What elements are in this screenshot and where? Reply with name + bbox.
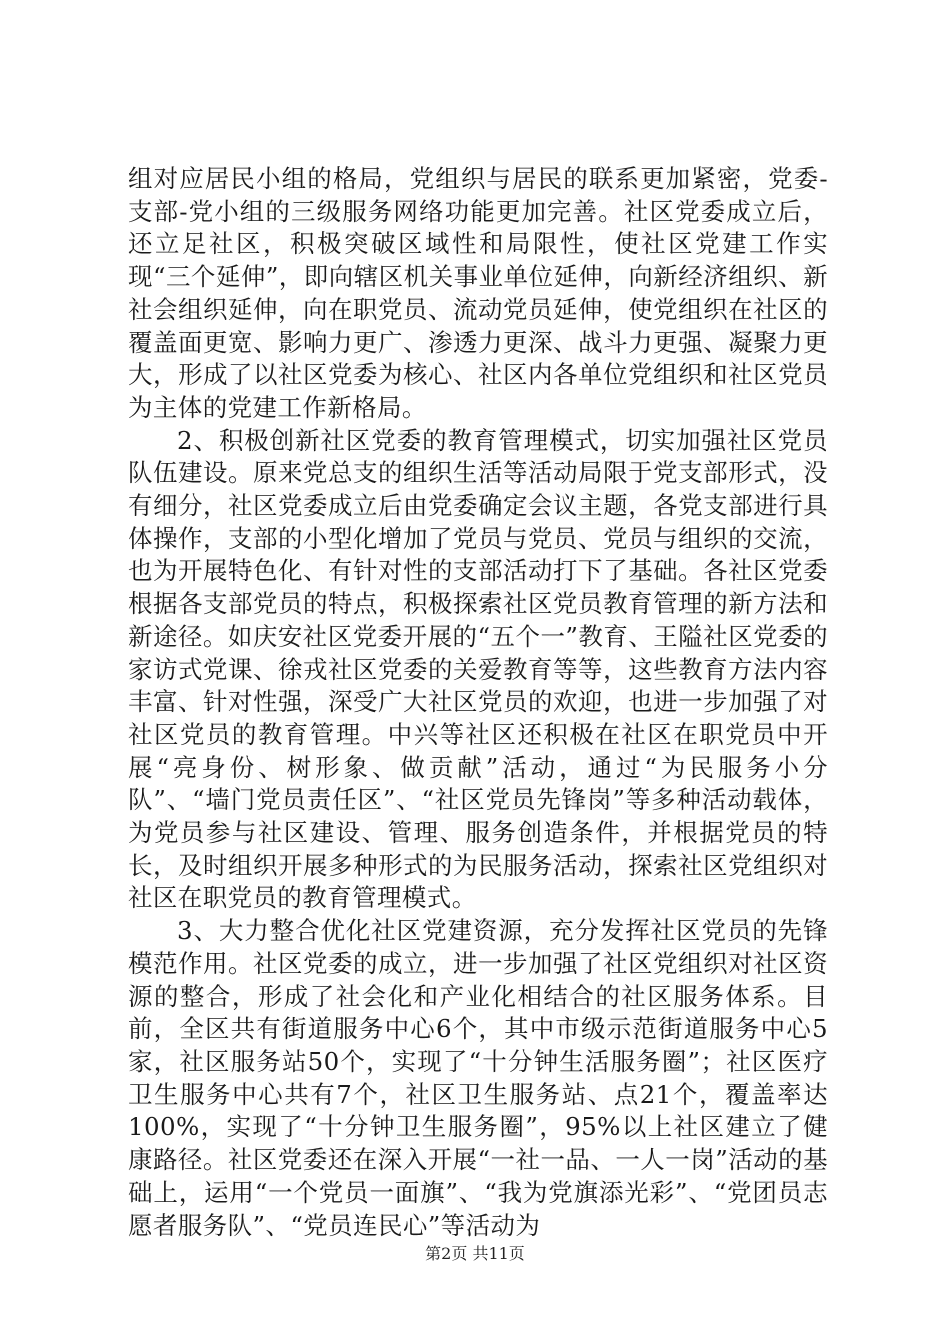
document-body (128, 163, 828, 1242)
paragraph-continuation: 组对应居民小组的格局，党组织与居民的联系更加紧密，党委-支部-党小组的三级服务网络功能更加完善。社区党委成立后，还立足社区，积极突破区域性和局限性，使社区党建工作实现“三个延伸”，即向辖区机关事业单位延伸，向新经济组织、新社会组织延伸，向在职党员、流动党员延伸，使党组织在社区的覆盖面更宽、影响力更广、渗透力更深、战斗力更强、凝聚力更大，形成了以社区党委为核心、社区内各单位党组织和社区党员为主体的党建工作新格局。 (128, 164, 828, 422)
page-number-footer: 第2页 共11页 (425, 1244, 525, 1263)
paragraph-item-2: 2、积极创新社区党委的教育管理模式，切实加强社区党员队伍建设。原来党总支的组织生活等活动局限于党支部形式，没有细分，社区党委成立后由党委确定会议主题，各党支部进行具体操作，支部的小型化增加了党员与党员、党员与组织的交流，也为开展特色化、有针对性的支部活动打下了基础。各社区党委根据各支部党员的特点，积极探索社区党员教育管理的新方法和新途径。如庆安社区党委开展的“五个一”教育、王隘社区党委的家访式党课、徐戎社区党委的关爱教育等等，这些教育方法内容丰富、针对性强，深受广大社区党员的欢迎，也进一步加强了对社区党员的教育管理。中兴等社区还积极在社区在职党员中开展“亮身份、树形象、做贡献”活动，通过“为民服务小分队”、“墙门党员责任区”、“社区党员先锋岗”等多种活动载体，为党员参与社区建设、管理、服务创造条件，并根据党员的特长，及时组织开展多种形式的为民服务活动，探索社区党组织对社区在职党员的教育管理模式。 (128, 425, 828, 913)
paragraph-item-3: 3、大力整合优化社区党建资源，充分发挥社区党员的先锋模范作用。社区党委的成立，进一步加强了社区党组织对社区资源的整合，形成了社会化和产业化相结合的社区服务体系。目前，全区共有街道服务中心6个，其中市级示范街道服务中心5家，社区服务站50个，实现了“十分钟生活服务圈”；社区医疗卫生服务中心共有7个，社区卫生服务站、点21个，覆盖率达100%，实现了“十分钟卫生服务圈”，95%以上社区建立了健康路径。社区党委还在深入开展“一社一品、一人一岗”活动的基础上，运用“一个党员一面旗”、“我为党旗添光彩”、“党团员志愿者服务队”、“党员连民心”等活动为 (128, 916, 828, 1240)
